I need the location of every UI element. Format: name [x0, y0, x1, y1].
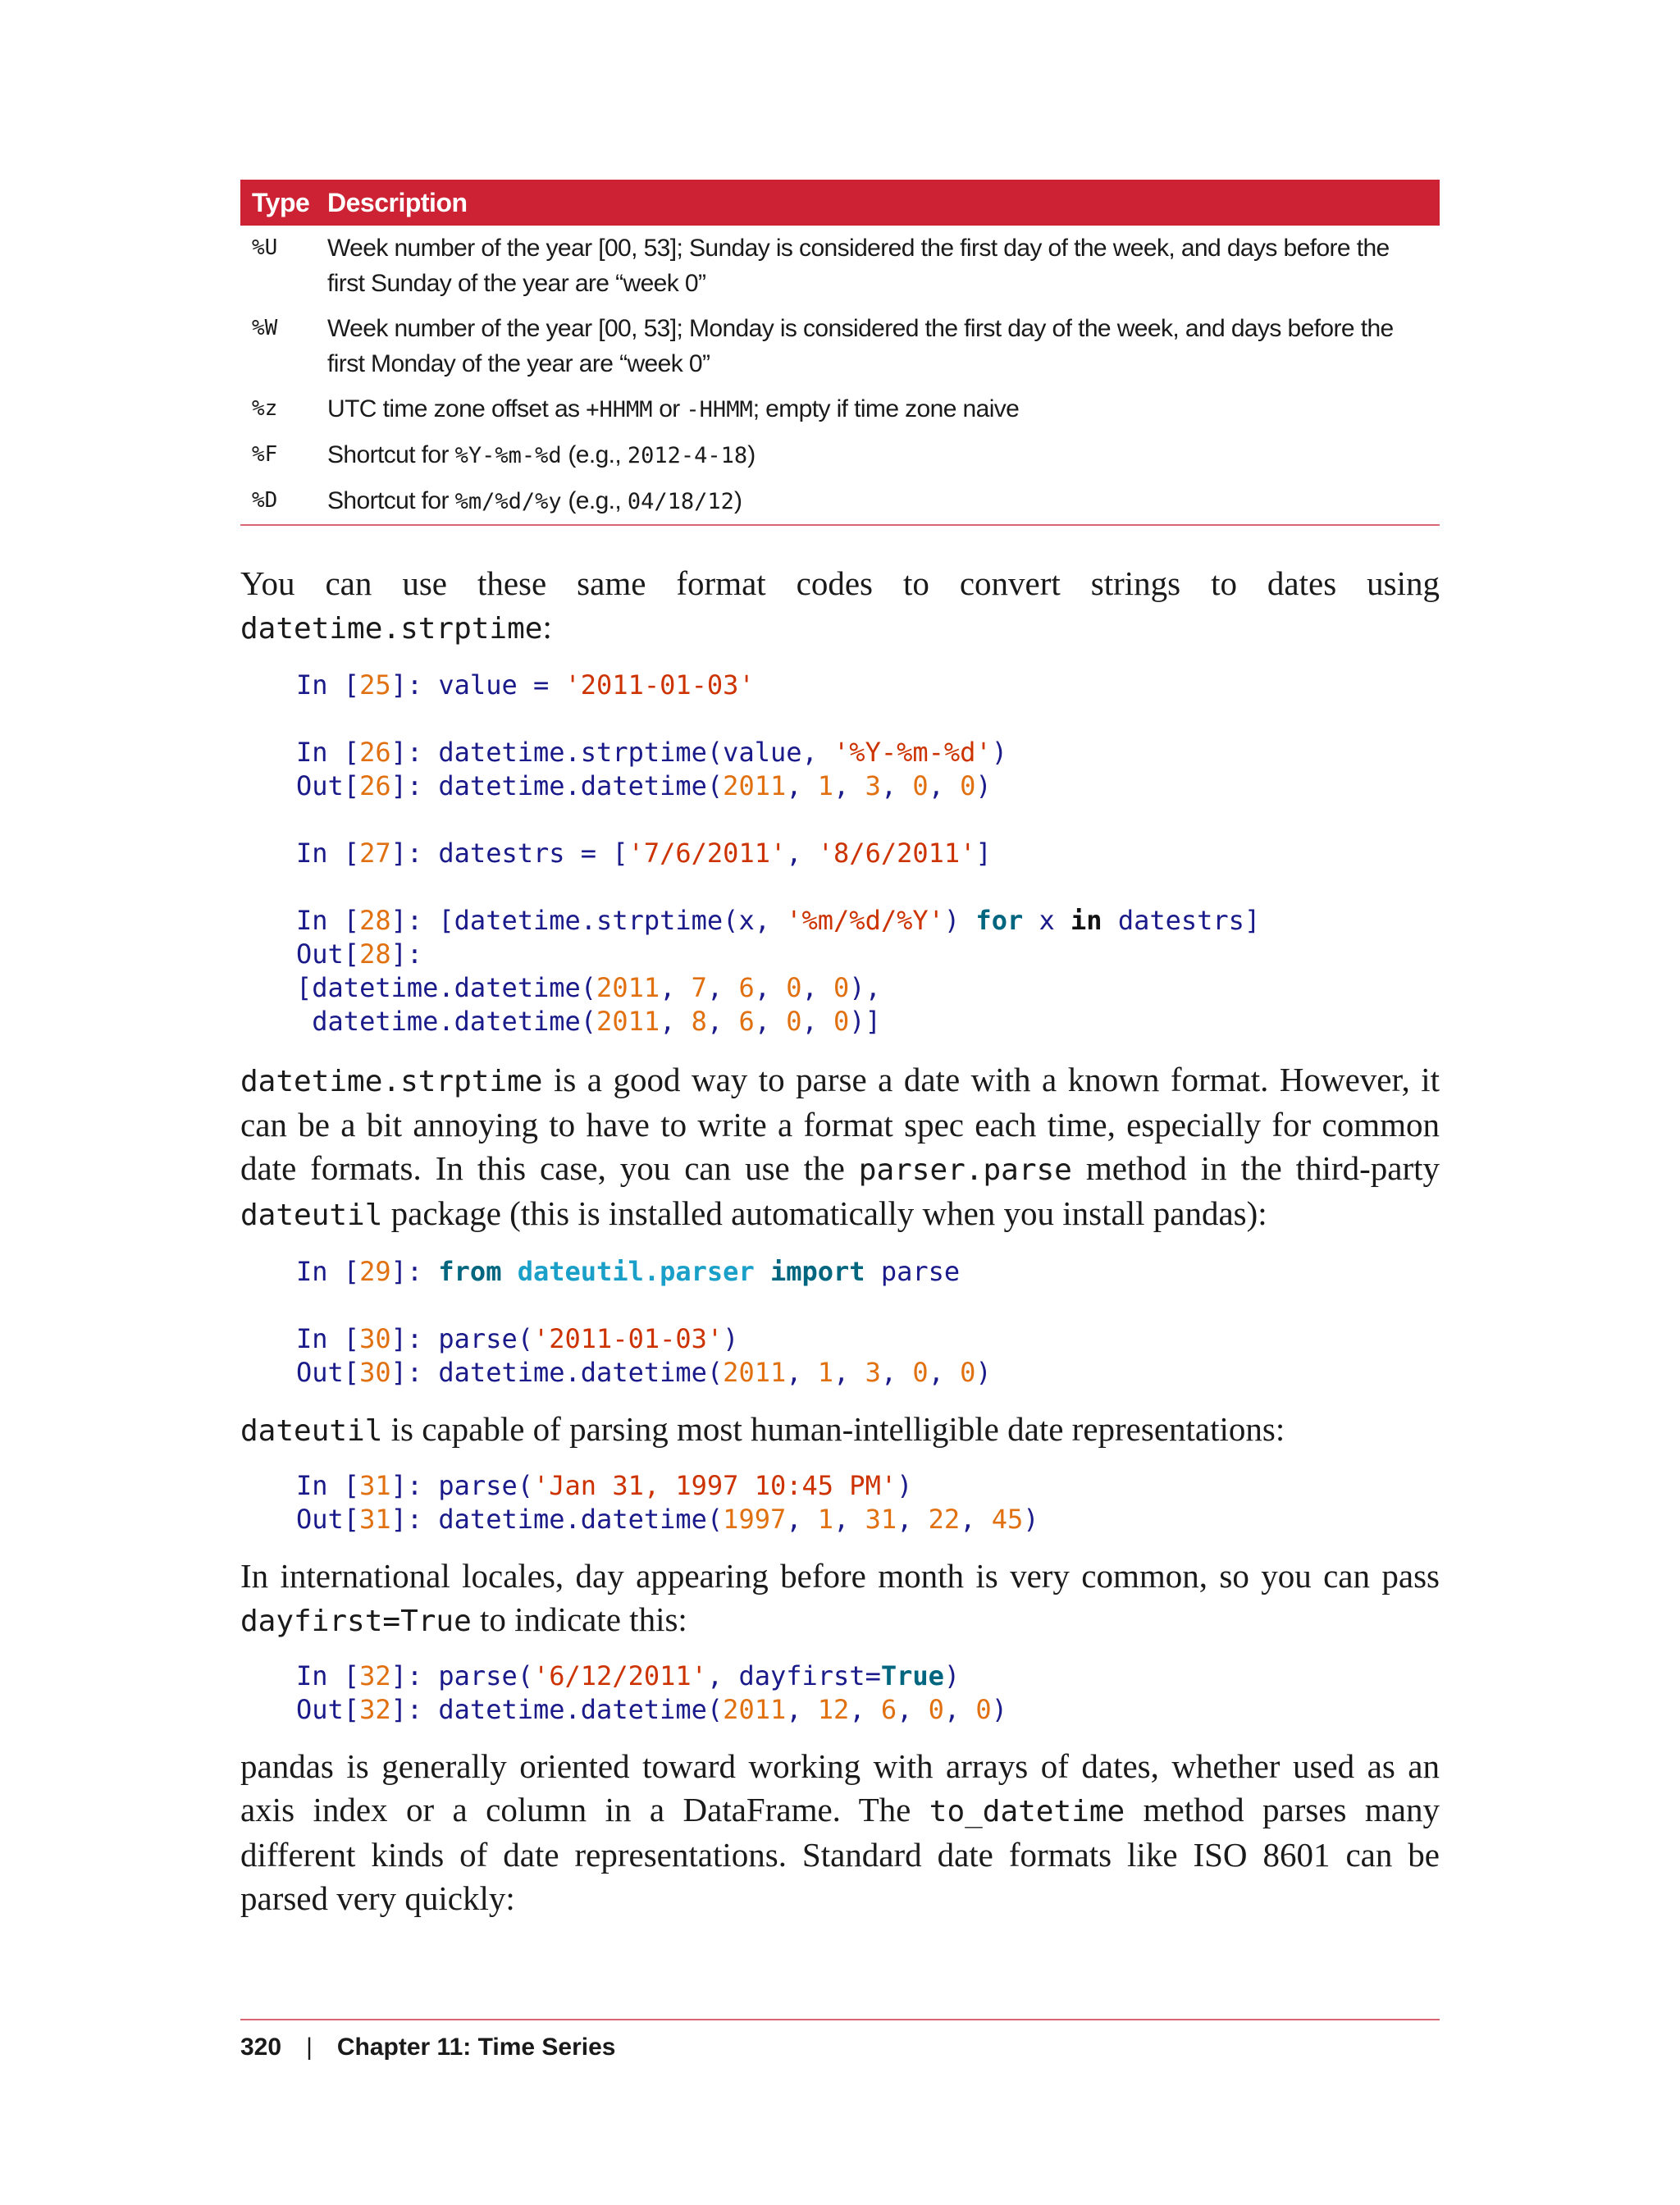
format-description: Week number of the year [00, 53]; Sunday is considered the first day of the week, and days before the first Sunday of the year are “week 0” — [327, 235, 1390, 297]
page-content — [240, 180, 1440, 1920]
code-line — [296, 1256, 960, 1287]
code-token: from — [438, 1256, 502, 1287]
code-token: '2011-01-03' — [532, 1323, 724, 1354]
code-token: , — [897, 1694, 929, 1725]
code-token: 30 — [359, 1357, 391, 1388]
code-token: Out[ — [296, 1694, 360, 1725]
code-token: , — [786, 1694, 818, 1725]
header-description: Description — [317, 180, 1440, 226]
desc-code: %Y-%m-%d — [454, 443, 562, 468]
code-token: ) — [1023, 1504, 1039, 1535]
code-token: 31 — [865, 1504, 897, 1535]
code-token: In [ — [296, 1323, 360, 1354]
paragraph-dateutil-intro — [240, 1058, 1440, 1237]
inline-code: dateutil — [240, 1198, 383, 1232]
desc-code: 2012-4-18 — [627, 443, 748, 468]
desc-text: UTC time zone offset as — [327, 395, 587, 422]
code-token: 0 — [912, 1357, 929, 1388]
para-text: pandas is generally oriented toward working with arrays of dates, whether used as an axis index or a column in a DataFrame. The — [240, 1747, 1440, 1828]
para-text: In international locales, day appearing before month is very common, so you can pass — [240, 1557, 1440, 1595]
para-text: is capable of parsing most human-intelligible date representations: — [382, 1410, 1285, 1448]
code-token: 1997 — [723, 1504, 787, 1535]
code-token: ]: — [390, 1470, 439, 1501]
code-token: , — [660, 1006, 692, 1037]
code-token: 0 — [975, 1694, 992, 1725]
desc-text: ; empty if time zone naive — [752, 395, 1020, 422]
paragraph-dayfirst — [240, 1554, 1440, 1643]
code-line — [296, 770, 992, 801]
code-token: datetime.strptime(value, — [438, 737, 834, 768]
code-token: , — [960, 1504, 992, 1535]
code-token: True — [880, 1660, 944, 1691]
code-token: datetime.datetime( — [438, 1357, 724, 1388]
code-token: x — [1023, 905, 1071, 936]
code-token: ]: — [390, 905, 439, 936]
code-token: 26 — [359, 770, 391, 801]
code-token: dateutil.parser — [517, 1256, 755, 1287]
code-token: In [ — [296, 1256, 360, 1287]
code-token: 3 — [865, 1357, 881, 1388]
code-line — [296, 669, 755, 701]
code-block-strptime — [296, 669, 1440, 1039]
format-description: Week number of the year [00, 53]; Monday is considered the first day of the week, and days before the first Monday of the year are “week 0” — [327, 315, 1394, 377]
code-token: '8/6/2011' — [817, 838, 976, 869]
code-token: datetime.datetime( — [438, 770, 724, 801]
paragraph-dateutil-capability — [240, 1408, 1440, 1453]
code-token: 8 — [691, 1006, 707, 1037]
code-token: In [ — [296, 1660, 360, 1691]
desc-text: Shortcut for — [327, 487, 455, 514]
code-token: 28 — [359, 938, 391, 970]
inline-code: dateutil — [240, 1414, 383, 1448]
desc-text: ) — [733, 487, 742, 514]
code-token: , — [928, 1357, 961, 1388]
code-token: datetime.datetime( — [438, 1504, 724, 1535]
code-token: import — [769, 1256, 865, 1287]
code-block-dayfirst — [296, 1659, 1440, 1727]
code-token: '%Y-%m-%d' — [833, 737, 992, 768]
code-token: 2011 — [723, 1694, 787, 1725]
code-token: ]: — [390, 838, 439, 869]
code-token: Out[ — [296, 938, 360, 970]
format-code: %D — [240, 478, 317, 525]
code-token: ]: — [390, 1504, 439, 1535]
code-token: ]: — [390, 1256, 439, 1287]
code-token: , — [754, 1006, 787, 1037]
code-token: 2011 — [596, 1006, 660, 1037]
code-token: 1 — [817, 770, 834, 801]
inline-code: to_datetime — [929, 1795, 1125, 1828]
table-header-row — [240, 180, 1440, 226]
code-token: parse — [865, 1256, 961, 1287]
code-token: 2011 — [723, 770, 787, 801]
code-token: In [ — [296, 905, 360, 936]
desc-code: 04/18/12 — [627, 489, 734, 514]
code-token: [datetime.strptime(x, — [438, 905, 787, 936]
code-token: 32 — [359, 1694, 391, 1725]
inline-code: parser.parse — [858, 1153, 1072, 1187]
code-token: 32 — [359, 1660, 391, 1691]
code-token: In [ — [296, 838, 360, 869]
inline-code: datetime.strptime — [240, 1065, 543, 1098]
chapter-title: Chapter 11: Time Series — [336, 2034, 616, 2061]
code-token: [datetime.datetime( — [296, 972, 597, 1003]
code-token: ]: — [390, 737, 439, 768]
code-token: ) — [943, 905, 976, 936]
code-token: , — [660, 972, 692, 1003]
code-token: '%m/%d/%Y' — [786, 905, 944, 936]
code-token: , — [706, 1006, 739, 1037]
code-token: 1 — [817, 1357, 834, 1388]
code-token: , — [833, 1504, 865, 1535]
code-token: In [ — [296, 737, 360, 768]
code-token: 31 — [359, 1470, 391, 1501]
code-token: , — [833, 770, 865, 801]
code-token: ]: — [390, 1694, 439, 1725]
code-token: datetime.datetime( — [438, 1694, 724, 1725]
code-token: ]: — [390, 1323, 439, 1354]
code-line — [296, 737, 1007, 768]
code-token: 26 — [359, 737, 391, 768]
code-token: parse( — [438, 1470, 533, 1501]
table-row — [240, 386, 1440, 432]
code-token: ) — [975, 770, 992, 801]
code-token: for — [975, 905, 1024, 936]
desc-text: ) — [747, 441, 756, 468]
code-token: 25 — [359, 669, 391, 701]
code-token: 2011 — [596, 972, 660, 1003]
para-text: You can use these same format codes to convert strings to dates using — [240, 564, 1440, 602]
code-token: , — [706, 972, 739, 1003]
code-token: 0 — [833, 1006, 850, 1037]
footer-separator: | — [306, 2034, 313, 2061]
code-token: 0 — [960, 770, 976, 801]
code-token: ) — [975, 1357, 992, 1388]
code-line — [296, 1660, 960, 1691]
desc-text: (e.g., — [561, 441, 628, 468]
code-token: 0 — [912, 770, 929, 801]
code-token: ) — [943, 1660, 961, 1691]
code-token: ), — [849, 972, 881, 1003]
code-line — [296, 1694, 1007, 1725]
code-token: , — [786, 770, 818, 801]
desc-code: -HHMM — [686, 397, 753, 422]
format-codes-table — [240, 180, 1440, 526]
format-description — [317, 432, 1440, 478]
code-token: ) — [897, 1470, 913, 1501]
header-type: Type — [240, 180, 317, 226]
code-block-dateutil — [296, 1255, 1440, 1390]
code-token: datetime.datetime( — [296, 1006, 597, 1037]
paragraph-to-datetime — [240, 1745, 1440, 1920]
inline-code: datetime.strptime — [240, 612, 543, 646]
code-token: value = — [438, 669, 565, 701]
code-token: 45 — [991, 1504, 1024, 1535]
desc-text: Shortcut for — [327, 441, 455, 468]
desc-text: or — [652, 395, 687, 422]
table-row — [240, 306, 1440, 386]
code-token: '2011-01-03' — [564, 669, 755, 701]
code-token: 6 — [738, 1006, 755, 1037]
page-footer — [240, 2019, 1440, 2061]
code-token: 12 — [817, 1694, 850, 1725]
format-code: %z — [252, 396, 278, 421]
para-text: package (this is installed automatically when you install pandas): — [382, 1194, 1267, 1232]
desc-text: (e.g., — [561, 487, 628, 514]
code-line — [296, 1006, 881, 1037]
code-token: 2011 — [723, 1357, 787, 1388]
code-token: datestrs = [ — [438, 838, 628, 869]
code-token: 30 — [359, 1323, 391, 1354]
code-token — [501, 1256, 517, 1287]
code-line — [296, 938, 422, 970]
code-token: parse( — [438, 1323, 533, 1354]
code-token: 27 — [359, 838, 391, 869]
code-token: , — [943, 1694, 976, 1725]
para-text: method in the third-party — [1071, 1149, 1440, 1187]
code-token: 29 — [359, 1256, 391, 1287]
code-token: 7 — [691, 972, 707, 1003]
code-token — [755, 1256, 770, 1287]
format-code: %W — [252, 316, 278, 340]
code-token: ] — [975, 838, 992, 869]
code-token: ]: — [390, 938, 423, 970]
code-token: , — [880, 770, 913, 801]
page-number: 320 — [240, 2034, 282, 2061]
format-code: %U — [252, 235, 278, 260]
code-token: , dayfirst= — [706, 1660, 881, 1691]
code-line — [296, 838, 992, 869]
code-token: 0 — [960, 1357, 976, 1388]
para-text: to indicate this: — [471, 1600, 687, 1638]
code-line — [296, 1470, 912, 1501]
code-line — [296, 1323, 738, 1354]
code-token: Out[ — [296, 770, 360, 801]
format-code: %F — [252, 442, 278, 467]
code-line — [296, 905, 1260, 936]
code-token: Out[ — [296, 1357, 360, 1388]
code-line — [296, 972, 881, 1003]
table-row — [240, 226, 1440, 306]
code-token: , — [786, 1504, 818, 1535]
code-line — [296, 1504, 1039, 1535]
table-row — [240, 478, 1440, 525]
code-token: Out[ — [296, 1504, 360, 1535]
code-token: 0 — [786, 1006, 802, 1037]
code-token: parse( — [438, 1660, 533, 1691]
code-token: , — [833, 1357, 865, 1388]
code-token: )] — [849, 1006, 881, 1037]
code-token: , — [880, 1357, 913, 1388]
code-token: ]: — [390, 1357, 439, 1388]
format-description — [317, 386, 1440, 432]
code-token: '6/12/2011' — [532, 1660, 707, 1691]
para-text: is a good way to parse a date with a known format. However, it can be a bit annoying to have to write a format spec each time, especially for common date formats. In this case, you can use the — [240, 1061, 1440, 1187]
code-token: 6 — [738, 972, 755, 1003]
code-token: 'Jan 31, 1997 10:45 PM' — [532, 1470, 897, 1501]
code-token: 6 — [880, 1694, 897, 1725]
code-token: In [ — [296, 1470, 360, 1501]
code-token: ]: — [390, 669, 439, 701]
code-token: ) — [991, 1694, 1007, 1725]
desc-code: %m/%d/%y — [454, 489, 562, 514]
desc-code: +HHMM — [586, 397, 653, 422]
code-token: 22 — [928, 1504, 961, 1535]
code-token: ) — [991, 737, 1007, 768]
inline-code: dayfirst=True — [240, 1605, 472, 1638]
paragraph-strptime-intro — [240, 562, 1440, 651]
code-token: in — [1071, 905, 1102, 936]
code-token: 0 — [833, 972, 850, 1003]
para-text: : — [542, 608, 552, 646]
code-token: 3 — [865, 770, 881, 801]
code-token: , — [897, 1504, 929, 1535]
code-token: ) — [723, 1323, 739, 1354]
code-token: , — [928, 770, 961, 801]
code-token: 0 — [928, 1694, 944, 1725]
para-text: method parses many different kinds of date representations. Standard date formats like ISO 8601 can be parsed very quickly: — [240, 1791, 1440, 1917]
code-token: ]: — [390, 770, 439, 801]
code-token: , — [786, 1357, 818, 1388]
table-row — [240, 432, 1440, 478]
code-token: 1 — [817, 1504, 834, 1535]
code-token: '7/6/2011' — [628, 838, 787, 869]
code-token: ]: — [390, 1660, 439, 1691]
code-token: 31 — [359, 1504, 391, 1535]
code-token: datestrs] — [1102, 905, 1261, 936]
code-token: In [ — [296, 669, 360, 701]
format-description — [317, 478, 1440, 525]
code-token: , — [786, 838, 818, 869]
code-block-parse-string — [296, 1469, 1440, 1536]
code-token: , — [849, 1694, 881, 1725]
code-token: , — [754, 972, 787, 1003]
code-line — [296, 1357, 992, 1388]
code-token: , — [801, 972, 834, 1003]
code-token: 0 — [786, 972, 802, 1003]
code-token: , — [801, 1006, 834, 1037]
code-token: 28 — [359, 905, 391, 936]
